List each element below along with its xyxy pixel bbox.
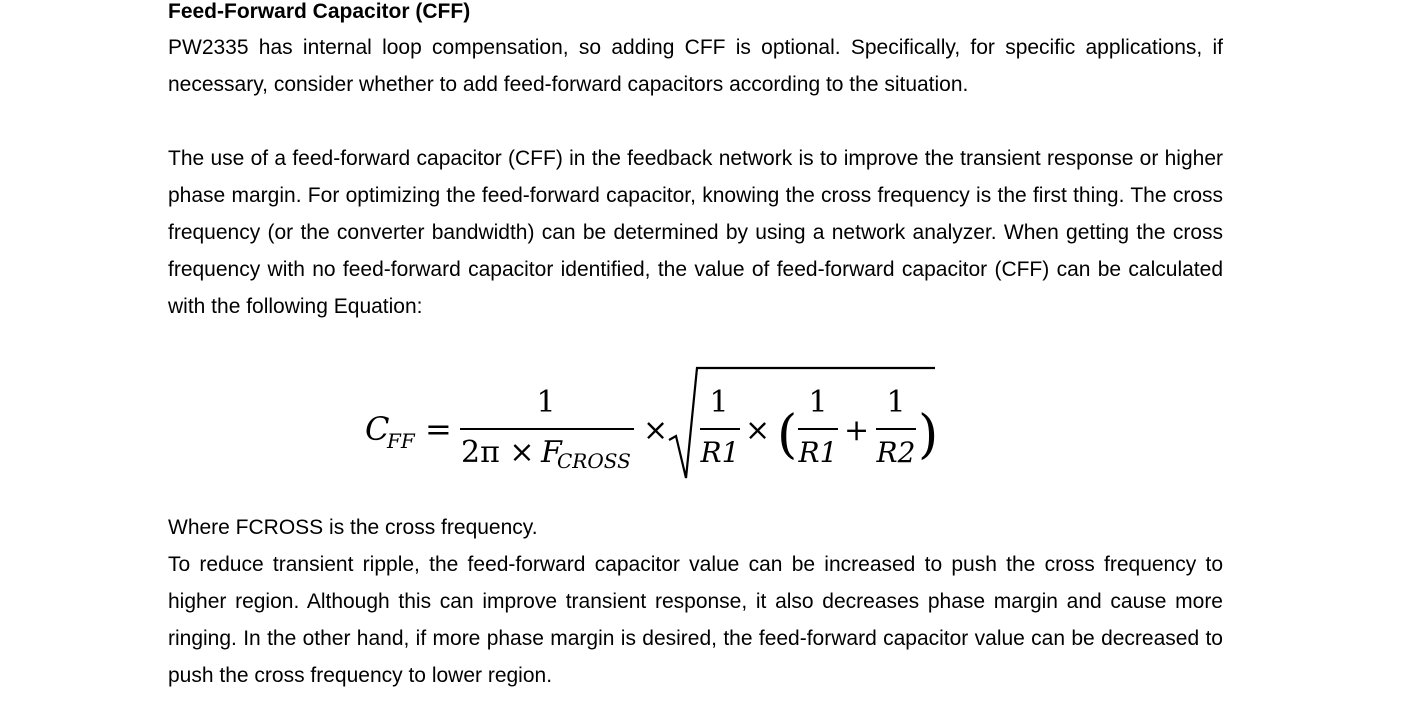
root-frac-denominator: R1 (700, 436, 740, 469)
section-heading: Feed-Forward Capacitor (CFF) (168, 0, 471, 23)
inner-frac1-denominator: R1 (798, 436, 838, 469)
inner-times-sign: × (745, 413, 771, 448)
frac1-denominator-symbol: F (541, 435, 562, 470)
inner-frac1-numerator: 1 (808, 385, 828, 420)
frac1-denominator-prefix: 2π × (461, 435, 535, 470)
cff-equation-svg (360, 360, 940, 485)
cff-equation (360, 360, 940, 485)
paragraph-fcross-definition: Where FCROSS is the cross frequency. (168, 516, 538, 539)
close-paren: ) (918, 405, 939, 465)
inner-frac2-numerator: 1 (886, 385, 906, 420)
open-paren: ( (777, 405, 798, 465)
equals-sign: = (425, 410, 452, 448)
paragraph-transient-ripple: To reduce transient ripple, the feed-forward capacitor value can be increased to push the cross frequency to higher region. Although this can improve transient response, it also decreases phase margin and cause more ringing. In the other hand, if more phase margin is desired, the feed-forward capacitor value can be decreased to push the cross frequency to lower region. (168, 553, 1223, 687)
lhs-symbol: C (365, 410, 390, 448)
inner-frac2-denominator: R2 (876, 436, 916, 469)
plus-sign: + (844, 413, 870, 448)
frac1-numerator: 1 (536, 385, 556, 420)
lhs-subscript: FF (387, 429, 415, 453)
paragraph-intro: PW2335 has internal loop compensation, so adding CFF is optional. Specifically, for specific applications, if necessary, consider whether to add feed-forward capacitors according to the situation. (168, 36, 1223, 96)
frac1-denominator-subscript: CROSS (557, 449, 631, 473)
paragraph-feedforward-use: The use of a feed-forward capacitor (CFF) in the feedback network is to improve the transient response or higher phase margin. For optimizing the feed-forward capacitor, knowing the cross frequency is the first thing. The cross frequency (or the converter bandwidth) can be determined by using a network analyzer. When getting the cross frequency with no feed-forward capacitor identified, the value of feed-forward capacitor (CFF) can be calculated with the following Equation: (168, 147, 1223, 318)
times-sign: × (643, 413, 669, 448)
root-frac-numerator: 1 (709, 385, 729, 420)
